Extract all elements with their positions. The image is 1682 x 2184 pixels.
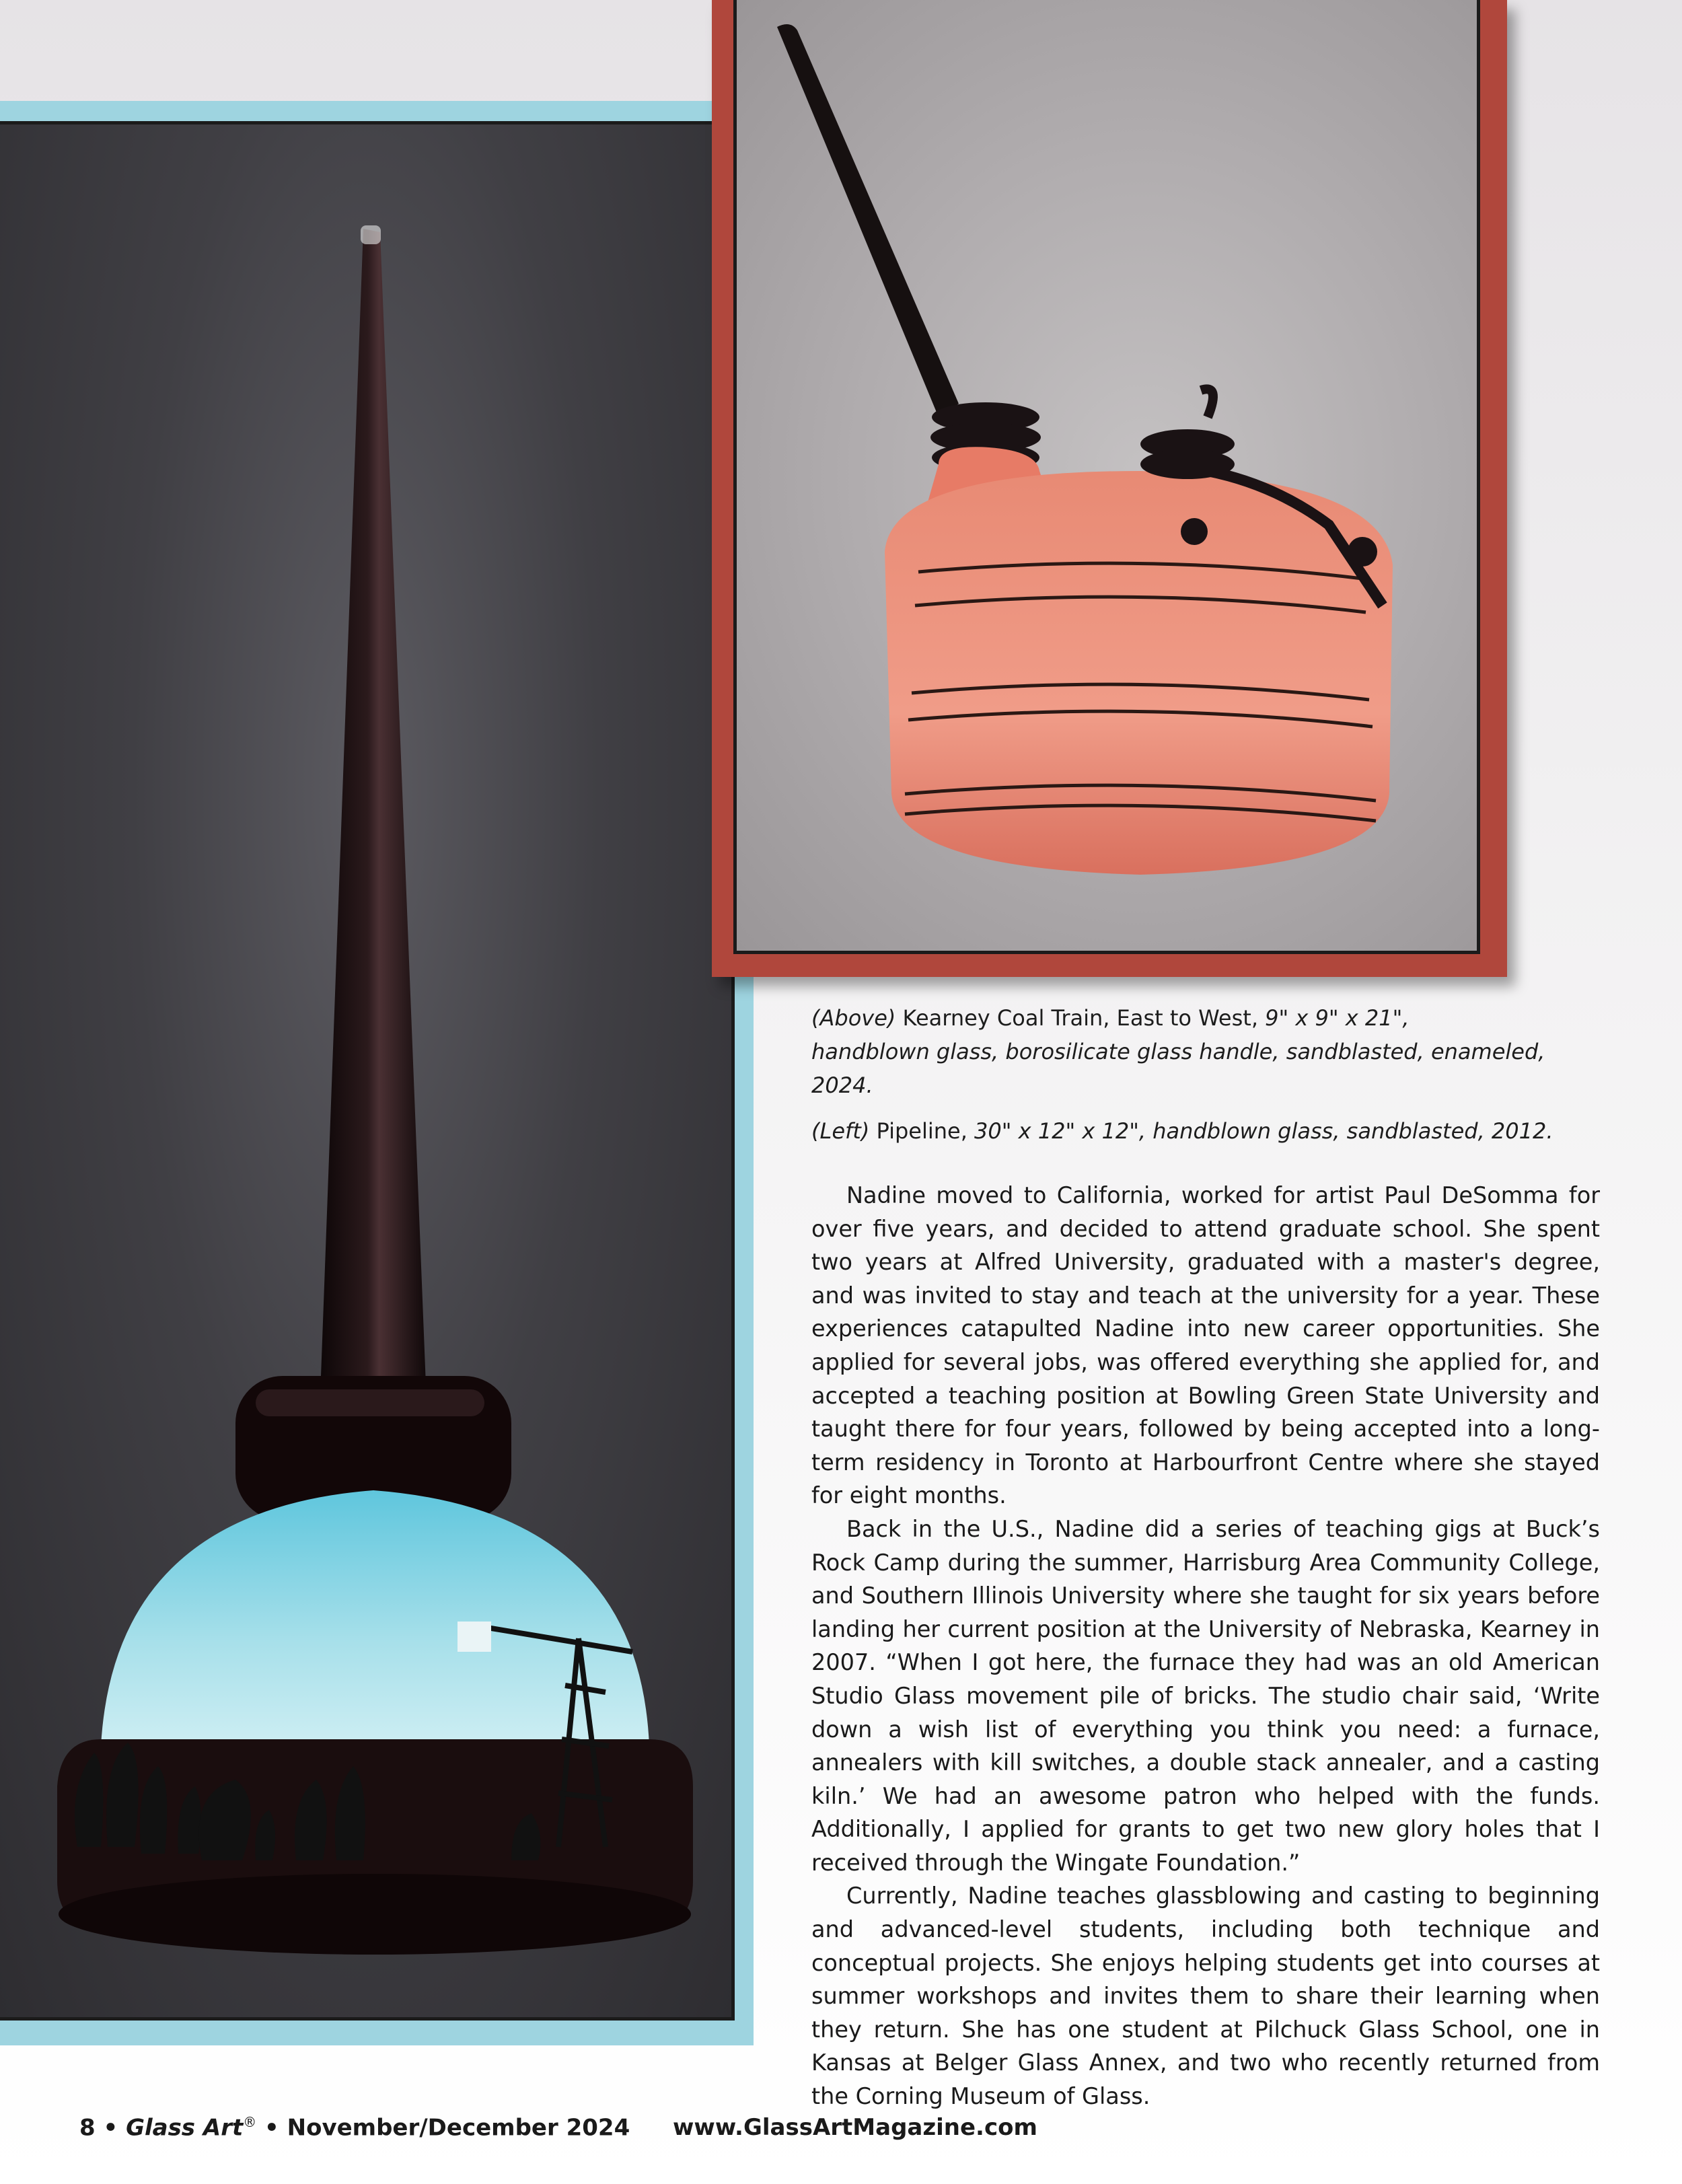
caption-above-label: (Above) [811,1005,896,1031]
pipeline-photo [0,121,735,2021]
coal-train-photo [733,0,1480,954]
article-body [811,1179,1600,2113]
photo-captions [811,1001,1605,1160]
caption-above-details: handblown glass, borosilicate glass handle, sandblasted, enameled, 2024. [811,1039,1545,1098]
website-link[interactable]: www.GlassArtMagazine.com [673,2114,1037,2141]
pipeline-glass-illustration [0,124,735,2021]
article-paragraph: Nadine moved to California, worked for artist Paul DeSomma for over five years, and decided to attend graduate school. She spent two years at Alfred University, graduated with a master's degree, and was invited to stay and teach at the university for a year. These experiences catapulted Nadine into new career opportunities. She applied for several jobs, was offered everything she applied for, and accepted a teaching position at Bowling Green State University and taught there for four years, followed by being accepted into a long-term residency in Toronto at Harbourfront Centre where she stayed for eight months. [811,1182,1600,1509]
page-footer-issue [79,2114,630,2141]
caption-left-label: (Left) [811,1118,870,1144]
article-paragraph: Back in the U.S., Nadine did a series of teaching gigs at Buck’s Rock Camp during the summer, Harrisburg Area Community College, and Southern Illinois University where she taught for six years before landing her current position at the University of Nebraska, Kearney in 2007. “When I got here, the furnace they had was an old American Studio Glass movement pile of bricks. The studio chair said, ‘Write down a wish list of everything you think you need: a furnace, annealers with kill switches, a double stack annealer, and a casting kiln.’ We had an awesome patron who helped with the funds. Additionally, I applied for grants to get two new glory holes that I received through the Wingate Foundation.” [811,1515,1600,1876]
caption-above-dims: 9" x 9" x 21", [1265,1005,1410,1031]
article-paragraph: Currently, Nadine teaches glassblowing and casting to beginning and advanced-level students, including both technique and conceptual projects. She enjoys helping students get into courses at summer workshops and invites them to share their learning when they return. She has one student at Pilchuck Glass School, one in Kansas at Belger Glass Annex, and two who recently returned from the Corning Museum of Glass. [811,1883,1600,2110]
caption-left [811,1114,1605,1148]
caption-above [811,1001,1605,1102]
page-number: 8 • [79,2114,126,2142]
coal-train-glass-illustration [737,0,1480,954]
caption-left-title: Pipeline, [869,1118,975,1144]
caption-left-details: 30" x 12" x 12", handblown glass, sandblasted, 2012. [974,1118,1553,1144]
issue-date: • November/December 2024 [256,2114,630,2142]
registered-mark: ® [243,2114,257,2130]
magazine-name: Glass Art [126,2114,244,2142]
caption-above-title: Kearney Coal Train, East to West, [895,1005,1266,1031]
